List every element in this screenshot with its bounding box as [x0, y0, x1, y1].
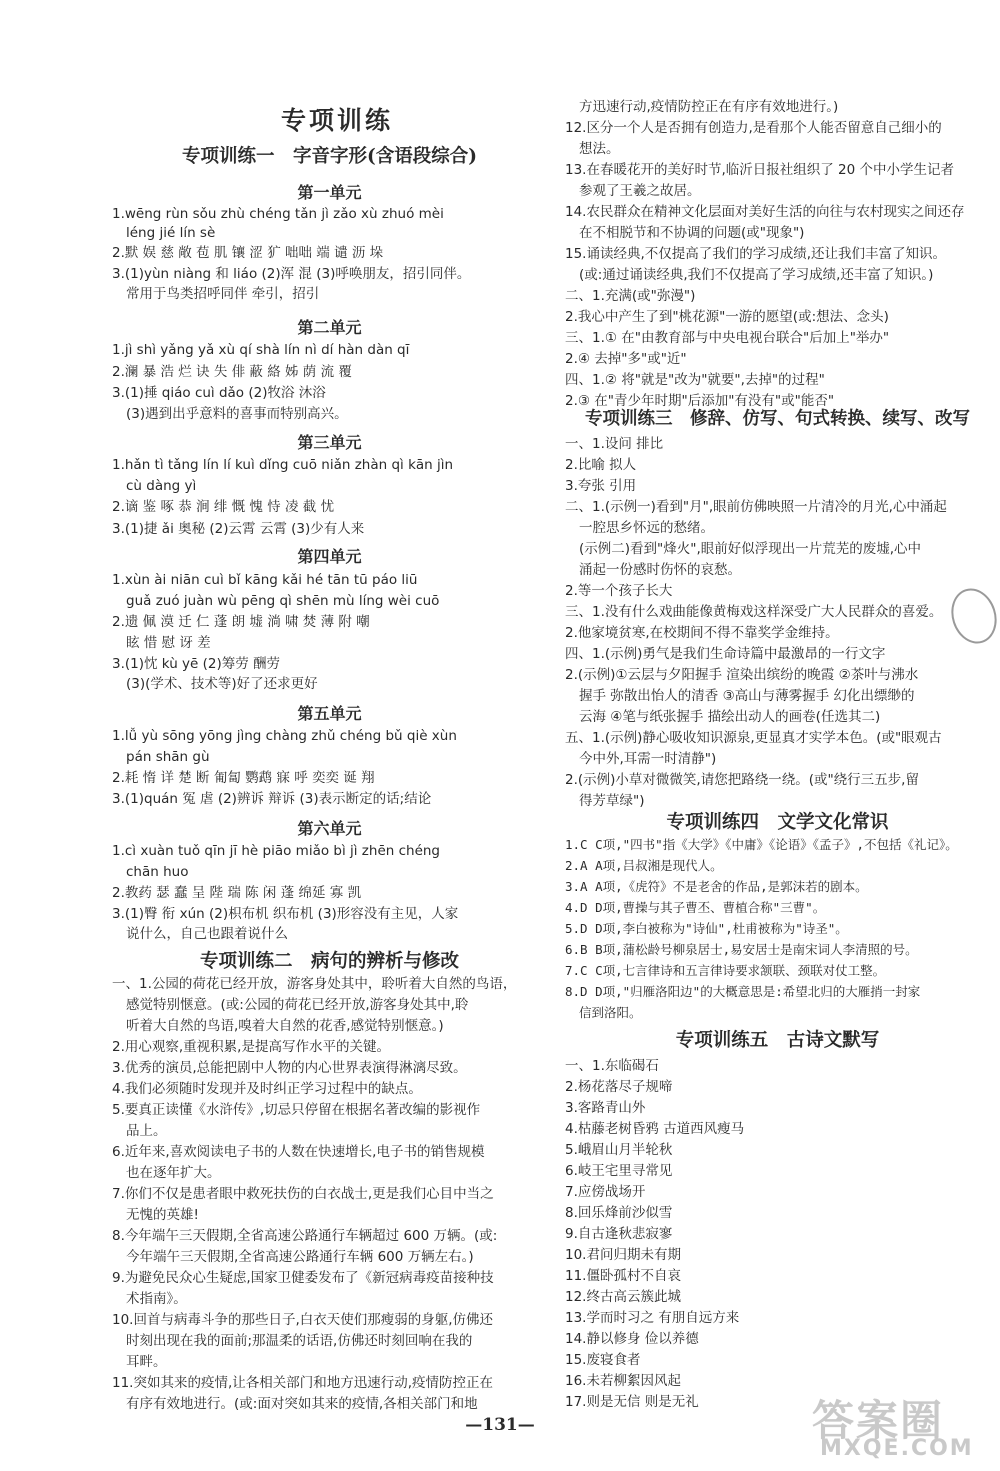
unit-heading-5: 第五单元: [297, 704, 362, 723]
text-line: 7.你们不仅是患者眼中救死扶伤的白衣战士,更是我们心目中当之: [112, 1186, 494, 1202]
text-line: 15.废寝食者: [565, 1352, 641, 1368]
text-line: 1.hǎn tì tǎng lín lí kuì dǐng cuō niǎn zhàn qì kān jìn: [112, 457, 454, 473]
text-line: 14.静以修身 俭以养德: [565, 1331, 699, 1347]
text-line: 6.B B项,蒲松龄号柳泉居士,易安居士是南宋词人李清照的号。: [565, 942, 918, 957]
text-line: 15.诵读经典,不仅提高了我们的学习成绩,还让我们丰富了知识。: [565, 246, 947, 262]
text-line: 4.枯藤老树昏鸦 古道西风瘦马: [565, 1121, 745, 1137]
text-line: 品上。: [126, 1123, 167, 1139]
text-line: 6.岐王宅里寻常见: [565, 1163, 673, 1179]
watermark-logo: [812, 1388, 992, 1468]
text-line: 听着大自然的鸟语,嗅着大自然的花香,感觉特别惬意。): [126, 1018, 444, 1034]
text-line: 2.他家境贫寒,在校期间不得不靠奖学金维持。: [565, 625, 839, 641]
text-line: 9.自古逢秋悲寂寥: [565, 1226, 673, 1242]
text-line: 今年端午三天假期,全省高速公路通行车辆 600 万辆左右。): [126, 1249, 474, 1265]
text-line: 云海 ④笔与纸张握手 描绘出动人的画卷(任选其二): [579, 709, 881, 725]
text-line: 得芳草绿"): [579, 793, 645, 809]
text-line: 2.我心中产生了到"桃花源"一游的愿望(或:想法、念头): [565, 309, 889, 325]
unit-heading-4: 第四单元: [297, 547, 362, 566]
text-line: 2.默 娱 慈 敞 苞 肌 镶 涩 犷 咄咄 端 谴 沥 垛: [112, 245, 384, 261]
unit-heading-1: 第一单元: [297, 183, 362, 202]
text-line: 也在逐年扩大。: [126, 1165, 221, 1181]
text-line: 7.C C项,七言律诗和五言律诗要求颔联、颈联对仗工整。: [565, 963, 886, 978]
section-heading-4: 专项训练四 文学文化常识: [666, 812, 889, 833]
text-line: 一、1.公园的荷花已经开放，游客身处其中，聆听着大自然的鸟语，: [112, 976, 517, 992]
text-line: 10.回首与病毒斗争的那些日子,白衣天使们那瘦弱的身躯,仿佛还: [112, 1312, 494, 1328]
text-line: 12.终古高云簇此城: [565, 1289, 681, 1305]
text-line: 2.A A项,吕叔湘是现代人。: [565, 858, 723, 873]
text-line: 一腔思乡怀远的愁绪。: [579, 520, 714, 536]
text-line: 14.农民群众在精神文化层面对美好生活的向往与农村现实之间还存: [565, 204, 965, 220]
text-line: 2.教药 瑟 蠢 呈 陛 瑞 陈 闲 蓬 绵延 寡 凯: [112, 885, 362, 901]
text-line: 4.D D项,曹操与其子曹丕、曹植合称"三曹"。: [565, 900, 826, 915]
text-line: 今中外,耳需一时清静"): [579, 751, 717, 767]
text-line: 3.A A项,《虎符》不是老舍的作品,是郭沫若的剧本。: [565, 879, 868, 894]
text-line: 8.今年端午三天假期,全省高速公路通行车辆超过 600 万辆。(或:: [112, 1228, 498, 1244]
text-line: 2.谪 鉴 啄 恭 涧 绯 慨 愧 恃 凌 截 忧: [112, 499, 335, 515]
section-heading-5: 专项训练五 古诗文默写: [675, 1030, 880, 1051]
text-line: 3.优秀的演员,总能把剧中人物的内心世界表演得淋漓尽致。: [112, 1060, 467, 1076]
text-line: 13.学而时习之 有朋自远方来: [565, 1310, 740, 1326]
text-line: 方迅速行动,疫情防控正在有序有效地进行。): [579, 99, 839, 115]
text-line: 3.(1)捶 qiáo cuì dǎo (2)牧浴 沐浴: [112, 385, 326, 401]
text-line: 8.D D项,"归雁洛阳边"的大概意思是:希望北归的大雁捎一封家: [565, 984, 921, 999]
text-line: 3.(1)quán 冤 虐 (2)辨诉 辩诉 (3)表示断定的话;结论: [112, 791, 432, 807]
watermark-text: 答案圈: [812, 1396, 945, 1445]
unit-heading-2: 第二单元: [297, 318, 362, 337]
text-line: 10.君问归期未有期: [565, 1247, 681, 1263]
text-line: 常用于鸟类招呼同伴 牵引，招引: [126, 286, 320, 302]
text-line: 二、1.充满(或"弥漫"): [565, 288, 696, 304]
text-line: 一、1.东临碣石: [565, 1058, 659, 1074]
text-line: 2.等一个孩子长大: [565, 583, 673, 599]
section-heading-1: 专项训练一 字音字形(含语段综合): [181, 146, 477, 167]
text-line: chān huo: [126, 864, 189, 880]
text-line: 2.(示例)①云层与夕阳握手 渲染出缤纷的晚霞 ②茶叶与沸水: [565, 667, 919, 683]
text-line: 涌起一份感时伤怀的哀愁。: [579, 562, 741, 578]
text-line: 1.wēng rùn sǒu zhù chéng tǎn jì zǎo xù zhuó mèi: [112, 206, 444, 222]
text-line: 9.为避免民众心生疑虑,国家卫健委发布了《新冠病毒疫苗接种技: [112, 1270, 494, 1286]
text-line: 1.xùn ài niān cuì bǐ kāng kǎi hé tān tū páo liū: [112, 572, 418, 588]
text-line: 2.③ 在"青少年时期"后添加"有没有"或"能否": [565, 393, 835, 409]
section-heading-3: 专项训练三 修辞、仿写、句式转换、续写、改写: [585, 409, 970, 429]
text-line: 时刻出现在我的面前;那温柔的话语,仿佛还时刻回响在我的: [126, 1333, 473, 1349]
text-line: 1.lǚ yù sōng yōng jìng chàng zhǔ chéng bǔ qiè xùn: [112, 728, 457, 744]
text-line: (3)遇到出乎意料的喜事而特别高兴。: [126, 406, 348, 422]
watermark-url: MXQE.COM: [820, 1436, 974, 1461]
text-line: 耳畔。: [126, 1354, 167, 1370]
text-line: 6.近年来,喜欢阅读电子书的人数在快速增长,电子书的销售规模: [112, 1144, 485, 1160]
section-heading-2: 专项训练二 病句的辨析与修改: [199, 951, 459, 972]
text-line: 参观了王羲之故居。: [579, 183, 701, 199]
text-line: 眩 惜 慰 讶 差: [126, 635, 211, 651]
text-line: 二、1.(示例一)看到"月",眼前仿佛映照一片清冷的月光,心中涌起: [565, 499, 947, 515]
text-line: 三、1.没有什么戏曲能像黄梅戏这样深受广大人民群众的喜爱。: [565, 604, 943, 620]
text-line: 信到洛阳。: [579, 1005, 642, 1020]
text-line: 五、1.(示例)静心吸收知识源泉,更显真才实学本色。(或"眼观古: [565, 730, 942, 746]
text-line: 3.夸张 引用: [565, 478, 637, 494]
text-line: 11.突如其来的疫情,让各相关部门和地方迅速行动,疫情防控正在: [112, 1375, 494, 1391]
text-line: 感觉特别惬意。(或:公园的荷花已经开放,游客身处其中,聆: [126, 997, 469, 1013]
text-line: 5.D D项,李白被称为"诗仙",杜甫被称为"诗圣"。: [565, 921, 848, 936]
text-line: 3.(1)忱 kù yē (2)筹劳 酬劳: [112, 656, 281, 672]
text-line: 2.澜 暴 浩 烂 诀 失 俳 蔽 絡 姊 荫 流 覆: [112, 364, 352, 380]
text-line: 想法。: [579, 141, 620, 157]
text-line: 3.(1)臀 衔 xún (2)枳布机 织布机 (3)形容没有主见，人家: [112, 906, 459, 922]
unit-heading-6: 第六单元: [297, 819, 362, 838]
text-line: 5.要真正读懂《水浒传》,切忌只停留在根据名著改编的影视作: [112, 1102, 481, 1118]
text-line: 2.遗 佩 漠 迁 仁 蓬 朗 墟 淌 啸 焚 薄 附 嘲: [112, 614, 370, 630]
unit-heading-3: 第三单元: [297, 433, 362, 452]
text-line: 1.C C项,"四书"指《大学》《中庸》《论语》《孟子》,不包括《礼记》。: [565, 837, 958, 852]
text-line: 8.回乐烽前沙似雪: [565, 1205, 673, 1221]
page-title: 专项训练: [280, 106, 393, 135]
text-line: guǎ zuó juàn wù pēng qì shēn mù líng wèi cuō: [126, 593, 440, 609]
text-line: 16.未若柳絮因风起: [565, 1373, 681, 1389]
text-line: 无愧的英雄!: [126, 1207, 199, 1223]
page-number: —131—: [465, 1415, 535, 1435]
text-line: 2.耗 惰 详 楚 断 匍匐 鹦鹉 寐 呼 奕奕 诞 翔: [112, 770, 375, 786]
text-line: cù dàng yì: [126, 478, 197, 494]
text-line: 3.客路青山外: [565, 1100, 646, 1116]
text-line: 4.我们必须随时发现并及时纠正学习过程中的缺点。: [112, 1081, 422, 1097]
text-line: 13.在春暖花开的美好时节,临沂日报社组织了 20 个中小学生记者: [565, 162, 955, 178]
text-line: 2.比喻 拟人: [565, 457, 637, 473]
text-line: 11.僵卧孤村不自哀: [565, 1268, 681, 1284]
text-line: 在不相脱节和不协调的问题(或"现象"): [579, 225, 805, 241]
text-line: 四、1.(示例)勇气是我们生命诗篇中最激昂的一行文字: [565, 646, 886, 662]
text-line: 7.应傍战场开: [565, 1184, 646, 1200]
text-line: 3.(1)yùn niàng 和 liáo (2)浑 混 (3)呼唤朋友，招引同伴。: [112, 266, 471, 282]
text-line: 三、1.① 在"由教育部与中央电视台联合"后加上"举办": [565, 330, 890, 346]
text-line: pán shān gù: [126, 749, 210, 765]
text-line: (示例二)看到"烽火",眼前好似浮现出一片荒芜的废墟,心中: [579, 541, 922, 557]
text-line: 2.④ 去掉"多"或"近": [565, 351, 687, 367]
text-line: léng jié lín sè: [126, 225, 216, 241]
text-line: 2.(示例)小草对微微笑,请您把路绕一绕。(或"绕行三五步,留: [565, 772, 919, 788]
text-line: 5.峨眉山月半轮秋: [565, 1142, 673, 1158]
text-line: (或:通过诵读经典,我们不仅提高了学习成绩,还丰富了知识。): [579, 267, 934, 283]
text-line: 17.则是无信 则是无礼: [565, 1394, 699, 1410]
text-line: 四、1.② 将"就是"改为"就要",去掉"的过程": [565, 372, 825, 388]
text-line: 一、1.设问 排比: [565, 436, 664, 452]
text-line: 1.cì xuàn tuǒ qīn jī hè piāo miǎo bì jì zhēn chéng: [112, 843, 441, 859]
text-line: 握手 弥散出怡人的清香 ③高山与薄雾握手 幻化出缥缈的: [579, 688, 915, 704]
text-line: 有序有效地进行。(或:面对突如其来的疫情,各相关部门和地: [126, 1396, 478, 1412]
text-line: 2.杨花落尽子规啼: [565, 1079, 673, 1095]
text-line: 12.区分一个人是否拥有创造力,是看那个人能否留意自己细小的: [565, 120, 942, 136]
text-line: 3.(1)捷 ǎi 奥秘 (2)云霄 云霄 (3)少有人来: [112, 521, 365, 537]
text-line: 1.jì shì yǎng yǎ xù qí shà lín nì dí hàn dàn qī: [112, 342, 410, 358]
text-line: 术指南》。: [126, 1291, 187, 1307]
text-line: 说什么，自己也跟着说什么: [126, 926, 288, 942]
text-line: 2.用心观察,重视积累,是提高写作水平的关键。: [112, 1039, 390, 1055]
text-line: (3)(学术、技术等)好了还求更好: [126, 676, 318, 692]
